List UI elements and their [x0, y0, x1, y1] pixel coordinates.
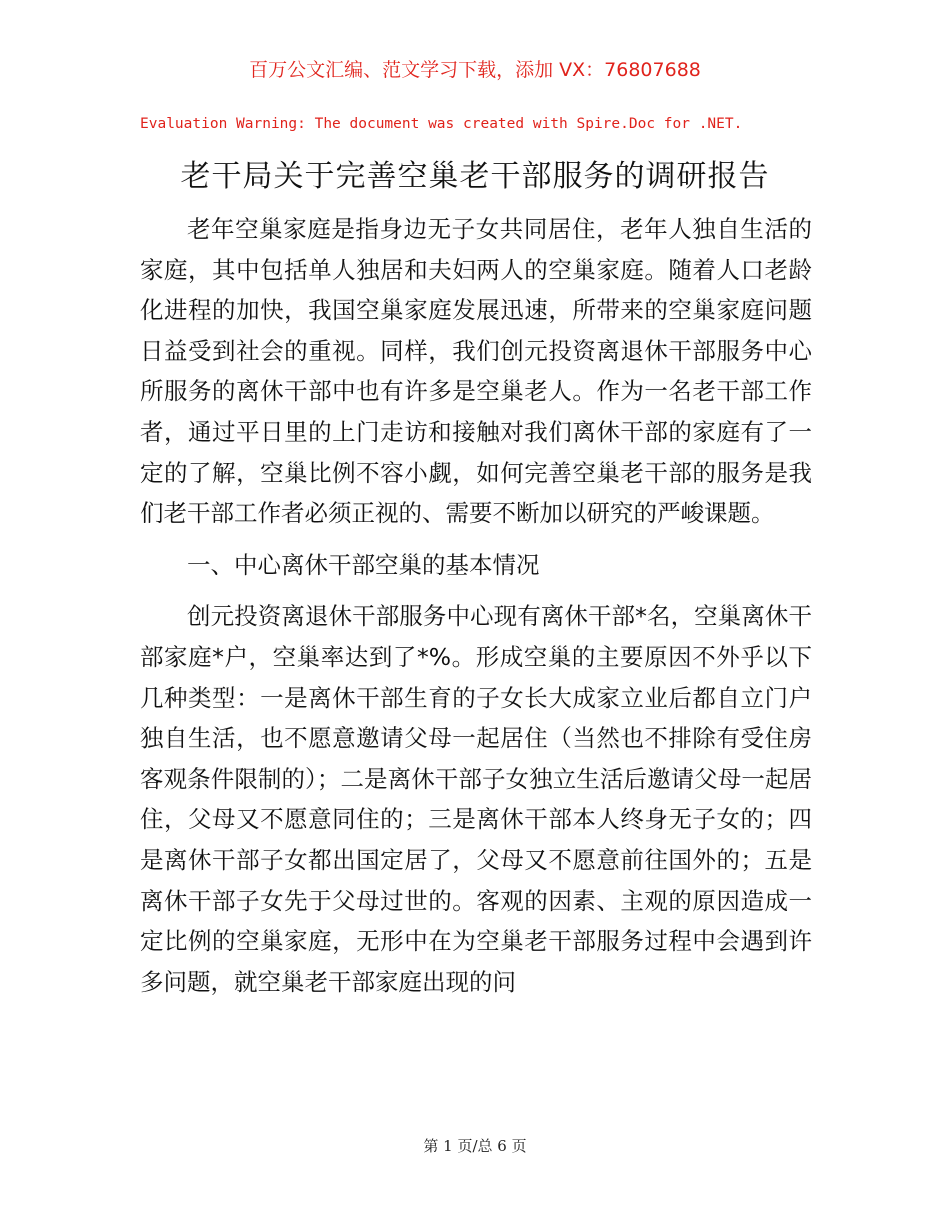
document-title: 老干局关于完善空巢老干部服务的调研报告 — [180, 159, 770, 194]
paragraph-situation: 创元投资离退休干部服务中心现有离休干部*名，空巢离休干部家庭*户，空巢率达到了*%。形成空巢的主要原因不外乎以下几种类型：一是离休干部生育的子女长大成家立业后都自立门户独自生活，也不愿意邀请父母一起居住（当然也不排除有受住房客观条件限制的）；二是离休干部子女独立生活后邀请父母一起居住，父母又不愿意同住的；三是离休干部本人终身无子女的；四是离休干部子女都出国定居了，父母又不愿意前往国外的；五是离休干部子女先于父母过世的。客观的因素、主观的原因造成一定比例的空巢家庭，无形中在为空巢老干部服务过程中会遇到许多问题，就空巢老干部家庭出现的问 — [140, 602, 812, 996]
page-footer: 第 1 页/总 6 页 — [423, 1137, 527, 1155]
document-body — [140, 209, 812, 1002]
evaluation-warning: Evaluation Warning: The document was created with Spire.Doc for .NET. — [140, 116, 743, 132]
header-banner: 百万公文汇编、范文学习下载，添加 VX：76807688 — [249, 59, 701, 81]
paragraph-intro: 老年空巢家庭是指身边无子女共同居住，老年人独自生活的家庭，其中包括单人独居和夫妇两人的空巢家庭。随着人口老龄化进程的加快，我国空巢家庭发展迅速，所带来的空巢家庭问题日益受到社会的重视。同样，我们创元投资离退休干部服务中心所服务的离休干部中也有许多是空巢老人。作为一名老干部工作者，通过平日里的上门走访和接触对我们离休干部的家庭有了一定的了解，空巢比例不容小觑，如何完善空巢老干部的服务是我们老干部工作者必须正视的、需要不断加以研究的严峻课题。 — [140, 215, 812, 528]
section-heading: 一、中心离休干部空巢的基本情况 — [187, 550, 540, 579]
